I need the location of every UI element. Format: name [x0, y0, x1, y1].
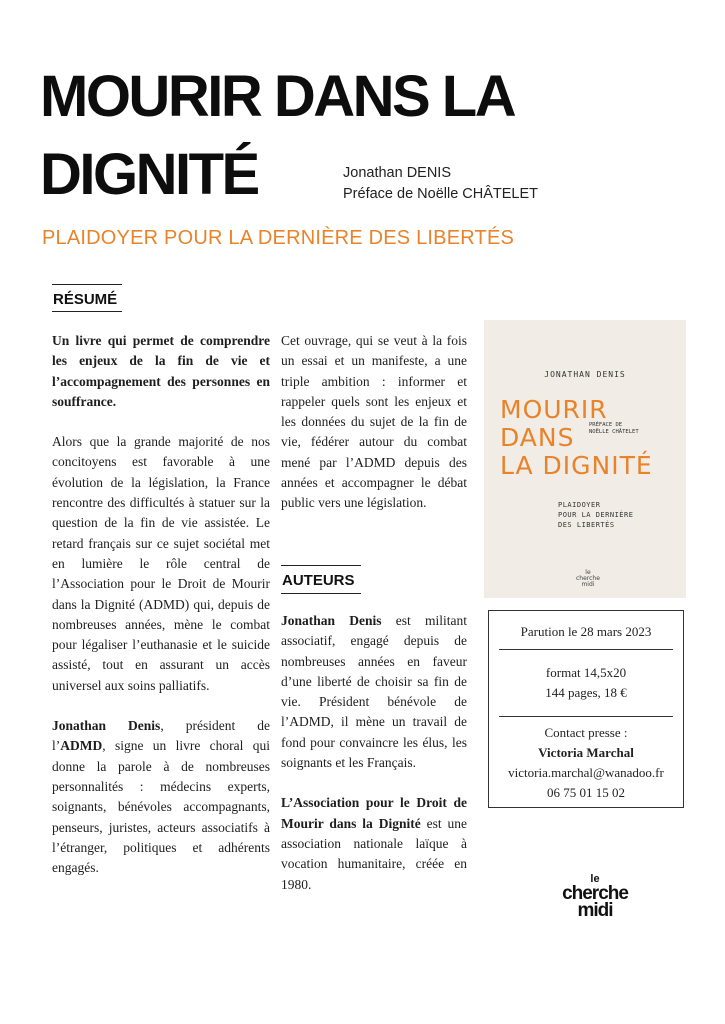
auteurs-p1-name: Jonathan Denis — [281, 613, 382, 628]
resume-paragraph-2 — [52, 716, 270, 878]
contact-phone: 06 75 01 15 02 — [547, 785, 625, 800]
auteurs-p1-text: est militant associatif, engagé depuis de nombreuses années en faveur d’une liberté de choisir sa fin de vie. Président bénévole de l’ADMD, il mène un travail de fond pour convaincre les élus, les soignants et les Français. — [281, 613, 467, 771]
title-line-2: DIGNITÉ — [40, 142, 258, 207]
resume-column-2 — [281, 331, 467, 514]
resume-paragraph-1: Alors que la grande majorité de nos concitoyens est favorable à une évolution de la législation, la France rencontre des difficultés à statuer sur la question de la fin de vie assistée. Le retard français sur ce sujet sociétal met en lumière le rôle central de l’Association pour le Droit de Mourir dans la Dignité (ADMD) qui, depuis de nombreuses années, mène le combat pour légaliser l’euthanasie et le suicide assisté, tout en assurant un accès universel aux soins palliatifs. — [52, 434, 270, 693]
contact-name: Victoria Marchal — [538, 745, 634, 760]
info-rule-2 — [499, 716, 673, 717]
cover-subtitle-line-3: DES LIBERTÉS — [558, 521, 615, 529]
auteurs-heading: AUTEURS — [282, 572, 355, 589]
resume-heading: RÉSUMÉ — [53, 291, 118, 308]
cover-title-line-3: LA DIGNITÉ — [500, 451, 653, 480]
resume-lead: Un livre qui permet de comprendre les enjeux de la fin de vie et l’accompagnement des personnes en souffrance. — [52, 333, 270, 409]
cover-title-line-1: MOURIR — [500, 395, 608, 424]
cover-logo-line-1: le — [585, 569, 591, 576]
cover-subtitle-line-1: PLAIDOYER — [558, 501, 601, 509]
resume-p2-text-b: , signe un livre choral qui donne la parole à de nombreuses personnalités : médecins experts, soignants, bénévoles accompagnants, penseurs, juristes, acteurs associatifs à l’étranger, politiques et adhérents engagés. — [52, 738, 270, 876]
subtitle: PLAIDOYER POUR LA DERNIÈRE DES LIBERTÉS — [42, 227, 515, 249]
auteurs-column — [281, 611, 467, 895]
auteurs-rule-bottom — [281, 593, 361, 594]
preface-line: Préface de Noëlle CHÂTELET — [343, 186, 539, 202]
cover-preface-line-1: PRÉFACE DE — [589, 422, 623, 428]
publisher-logo-line-2: cherche — [562, 883, 628, 904]
cover-logo-line-3: midi — [581, 581, 595, 588]
publisher-logo — [560, 874, 630, 919]
cover-publisher-logo — [576, 570, 600, 588]
resume-p2-name: Jonathan Denis — [52, 718, 161, 734]
publisher-logo-line-3: midi — [577, 900, 613, 921]
contact-label: Contact presse : — [544, 725, 628, 740]
info-box — [488, 610, 684, 808]
publisher-logo-line-1: le — [590, 873, 600, 885]
resume-p2-text-a: , président de l’ — [52, 718, 270, 754]
book-format: format 14,5x20 — [545, 665, 627, 680]
cover-title-line-2: DANS — [500, 423, 575, 452]
resume-p2-admd: ADMD — [60, 738, 103, 754]
resume-rule-bottom — [52, 311, 122, 312]
cover-subtitle-line-2: POUR LA DERNIÈRE — [558, 511, 634, 519]
book-cover — [484, 320, 686, 598]
cover-preface — [589, 422, 639, 436]
title-line-1: MOURIR DANS LA — [40, 64, 515, 129]
auteurs-paragraph-2 — [281, 793, 467, 894]
resume-column-1 — [52, 331, 270, 878]
cover-subtitle — [558, 500, 633, 530]
book-pages-price: 144 pages, 18 € — [545, 685, 627, 700]
auteurs-p2-name: L’Association pour le Droit de Mourir dans la Dignité — [281, 795, 467, 831]
auteurs-paragraph-1 — [281, 611, 467, 773]
cover-title — [500, 396, 653, 480]
auteurs-p2-text: est une association nationale laïque à vocation humanitaire, créée en 1980. — [281, 815, 467, 892]
resume-paragraph-3: Cet ouvrage, qui se veut à la fois un essai et un manifeste, a une triple ambition : informer et rappeler quels sont les enjeux et les données du sujet de la fin de vie, fédérer autour du combat mené par l’ADMD depuis des années et accompagner le débat public vers une législation. — [281, 333, 467, 511]
cover-logo-line-2: cherche — [576, 575, 600, 582]
info-rule-1 — [499, 649, 673, 650]
contact-email[interactable]: victoria.marchal@wanadoo.fr — [508, 765, 664, 780]
parution-date: Parution le 28 mars 2023 — [520, 624, 652, 639]
author-line: Jonathan DENIS — [343, 165, 452, 181]
cover-preface-line-2: NOËLLE CHÂTELET — [589, 429, 639, 435]
auteurs-rule-top — [281, 565, 361, 566]
resume-rule-top — [52, 284, 122, 285]
cover-author: JONATHAN DENIS — [544, 370, 626, 379]
